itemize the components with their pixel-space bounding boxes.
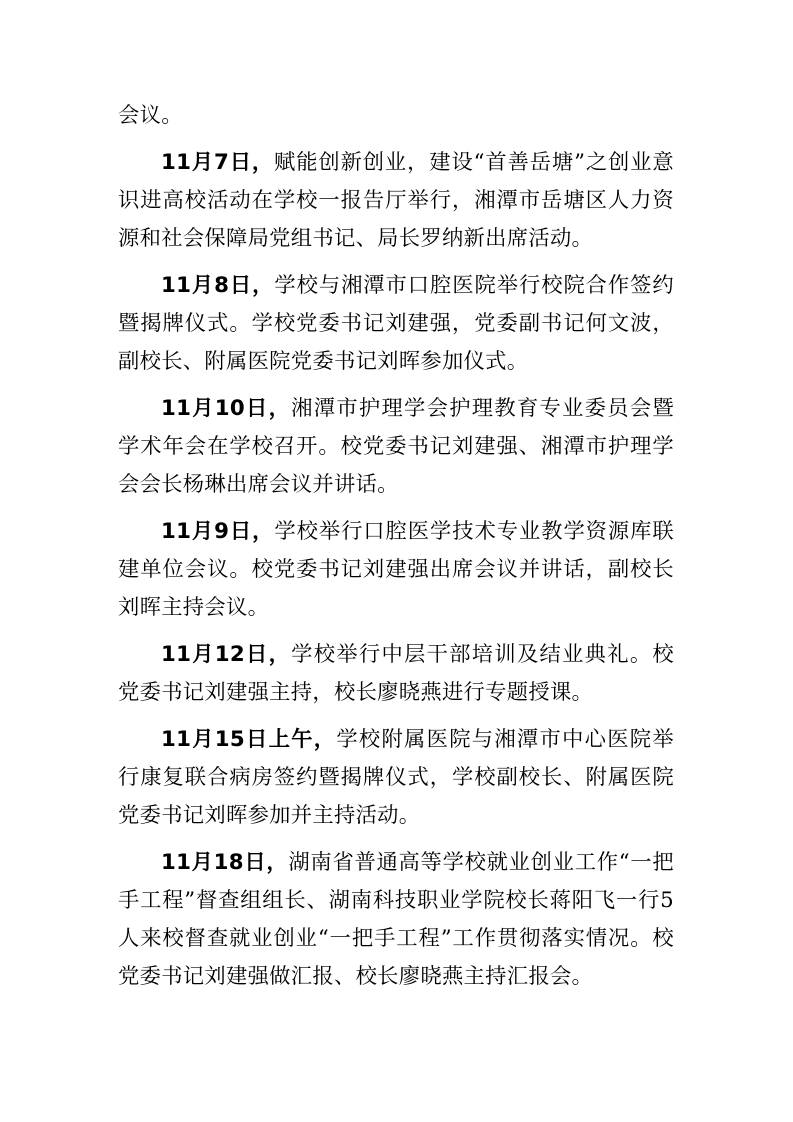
entry-text: 学校附属医院与湘潭市中心医院举行康复联合病房签约暨揭牌仪式，学校副校长、附属医院党委书记刘晖参加并主持活动。 — [118, 727, 674, 828]
entry-paragraph — [118, 144, 674, 258]
entry-paragraph — [118, 267, 674, 381]
entry-paragraph — [118, 513, 674, 627]
entry-text: 湖南省普通高等学校就业创业工作“一把手工程”督查组组长、湖南科技职业学院校长蒋阳飞一行5人来校督查就业创业“一把手工程”工作贯彻落实情况。校党委书记刘建强做汇报、校长廖晓燕主持汇报会。 — [118, 850, 674, 989]
document-page — [118, 97, 674, 1005]
entry-paragraph — [118, 844, 674, 996]
entry-paragraph — [118, 390, 674, 504]
entry-text: 学校与湘潭市口腔医院举行校院合作签约暨揭牌仪式。学校党委书记刘建强，党委副书记何文波，副校长、附属医院党委书记刘晖参加仪式。 — [118, 273, 674, 374]
entry-text: 湘潭市护理学会护理教育专业委员会暨学术年会在学校召开。校党委书记刘建强、湘潭市护理学会会长杨琳出席会议并讲话。 — [118, 396, 674, 497]
intro-line: 会议。 — [118, 103, 183, 128]
entry-date: 11月15日上午， — [161, 727, 337, 752]
entry-date: 11月8日， — [161, 273, 275, 298]
entry-paragraph — [118, 636, 674, 712]
entry-date: 11月9日， — [161, 519, 275, 544]
entry-date: 11月18日， — [161, 850, 289, 875]
entry-date: 11月7日， — [161, 150, 275, 175]
entry-date: 11月12日， — [161, 642, 292, 667]
entry-text: 学校举行口腔医学技术专业教学资源库联建单位会议。校党委书记刘建强出席会议并讲话，副校长刘晖主持会议。 — [118, 519, 674, 620]
entry-paragraph — [118, 721, 674, 835]
entry-date: 11月10日， — [161, 396, 292, 421]
entry-text: 赋能创新创业，建设“首善岳塘”之创业意识进高校活动在学校一报告厅举行，湘潭市岳塘区人力资源和社会保障局党组书记、局长罗纳新出席活动。 — [118, 150, 674, 251]
entry-text: 学校举行中层干部培训及结业典礼。校党委书记刘建强主持，校长廖晓燕进行专题授课。 — [118, 642, 674, 705]
